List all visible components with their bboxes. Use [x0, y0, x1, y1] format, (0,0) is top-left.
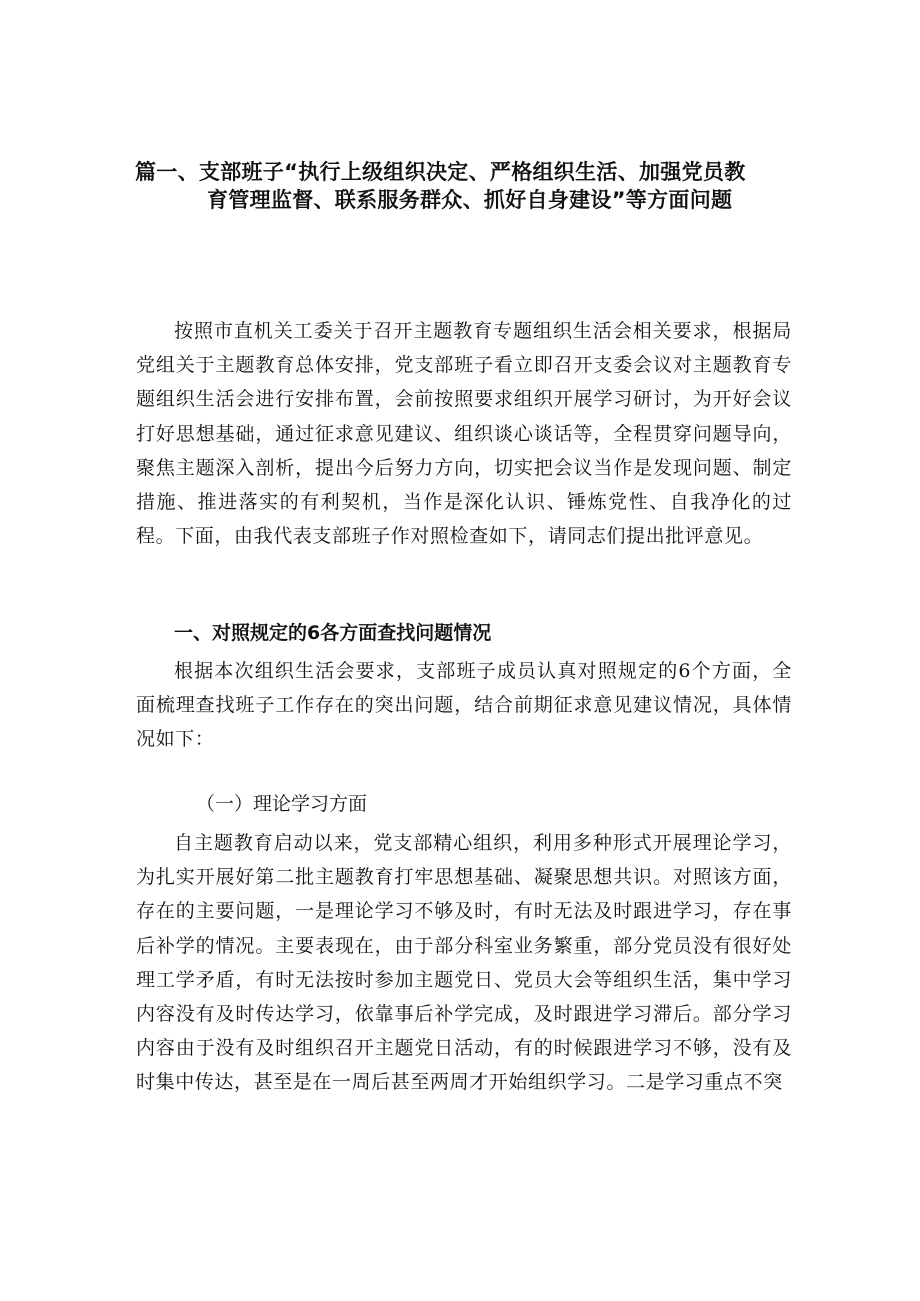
subsection-paragraph: 自主题教育启动以来，党支部精心组织，利用多种形式开展理论学习，为扎实开展好第二批主题教育打牢思想基础、凝聚思想共识。对照该方面，存在的主要问题，一是理论学习不够及时，有时无法及时跟进学习，存在事后补学的情况。主要表现在，由于部分科室业务繁重，部分党员没有很好处理工学矛盾，有时无法按时参加主题党日、党员大会等组织生活，集中学习内容没有及时传达学习，依靠事后补学完成，及时跟进学习滞后。部分学习内容由于没有及时组织召开主题党日活动，有的时候跟进学习不够，没有及时集中传达，甚至是在一周后甚至两周才开始组织学习。二是学习重点不突	[136, 832, 792, 1094]
intro-paragraph: 按照市直机关工委关于召开主题教育专题组织生活会相关要求，根据局党组关于主题教育总体安排，党支部班子看立即召开支委会议对主题教育专题组织生活会进行安排布置，会前按照要求组织开展学习研讨，为开好会议打好思想基础，通过征求意见建议、组织谈心谈话等，全程贯穿问题导向，聚焦主题深入剖析，提出今后努力方向，切实把会议当作是发现问题、制定措施、推进落实的有利契机，当作是深化认识、锤炼党性、自我净化的过程。下面，由我代表支部班子作对照检查如下，请同志们提出批评意见。	[136, 320, 792, 548]
subsection-heading: （一）理论学习方面	[196, 793, 368, 815]
document-title-line-2: 育管理监督、联系服务群众、抓好自身建设”等方面问题	[207, 188, 733, 212]
section-intro-paragraph: 根据本次组织生活会要求，支部班子成员认真对照规定的6个方面，全面梳理查找班子工作存在的突出问题，结合前期征求意见建议情况，具体情况如下：	[136, 660, 792, 751]
document-title-line-1: 篇一、支部班子“执行上级组织决定、严格组织生活、加强党员教	[135, 160, 746, 184]
section-heading: 一、对照规定的6各方面查找问题情况	[174, 622, 492, 644]
